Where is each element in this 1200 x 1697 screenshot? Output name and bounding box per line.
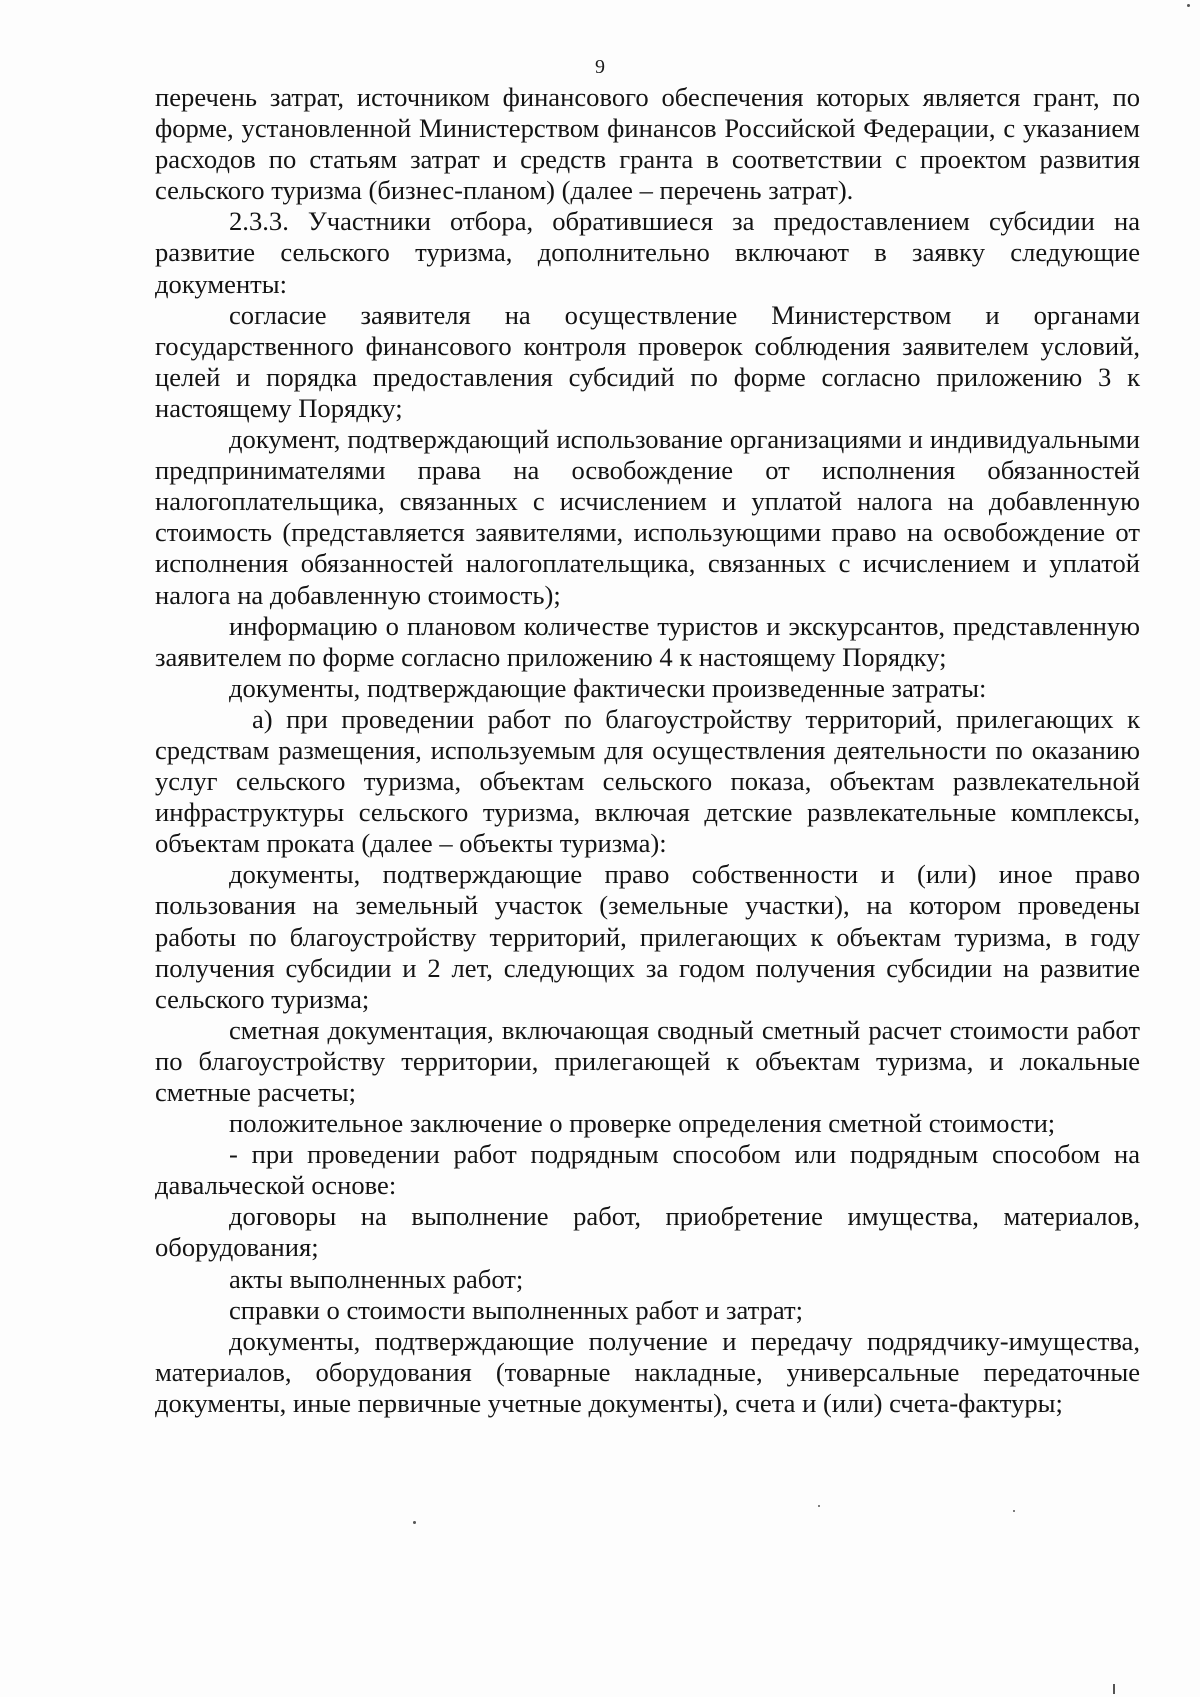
- scan-speck: [1113, 1684, 1115, 1694]
- paragraph-cost-list: перечень затрат, источником финансового обеспечения которых является грант, по форме, установленной Министерством финансов Российской Федерации, с указанием расходов по статьям затрат и средств гранта в соответствии с проектом развития сельского туризма (бизнес-планом) (далее – перечень затрат).: [155, 82, 1140, 206]
- scan-speck: [413, 1521, 416, 1524]
- paragraph-2-3-3: 2.3.3. Участники отбора, обратившиеся за предоставлением субсидии на развитие сельского туризма, дополнительно включают в заявку следующие документы:: [155, 206, 1140, 299]
- paragraph-positive-conclusion: положительное заключение о проверке определения сметной стоимости;: [229, 1108, 1056, 1139]
- paragraph-acts: акты выполненных работ;: [229, 1263, 524, 1294]
- paragraph-estimate-docs: сметная документация, включающая сводный сметный расчет стоимости работ по благоустройству территории, прилегающей к объектам туризма, и локальные сметные расчеты;: [155, 1014, 1140, 1107]
- paragraph-contract-method: - при проведении работ подрядным способом или подрядным способом на давальческой основе:: [155, 1139, 1140, 1201]
- paragraph-consent: согласие заявителя на осуществление Министерством и органами государственного финансового контроля проверок соблюдения заявителем условий, целей и порядка предоставления субсидий по форме согласно приложению 3 к настоящему Порядку;: [155, 299, 1140, 423]
- paragraph-transfer-docs: документы, подтверждающие получение и передачу подрядчику-имущества, материалов, оборудования (товарные накладные, универсальные передаточные документы, иные первичные учетные документы), счета и (или) счета-фактуры;: [155, 1325, 1140, 1418]
- paragraph-tourist-info: информацию о плановом количестве туристов и экскурсантов, представленную заявителем по форме согласно приложению 4 к настоящему Порядку;: [155, 610, 1140, 672]
- paragraph-vat-exemption: документ, подтверждающий использование организациями и индивидуальными предпринимателями права на освобождение от исполнения обязанностей налогоплательщика, связанных с исчислением и уплатой налога на добавленную стоимость (представляется заявителями, использующими право на освобождение от исполнения обязанностей налогоплательщика, связанных с исчислением и уплатой налога на добавленную стоимость);: [155, 424, 1140, 610]
- scan-speck: [1013, 1510, 1015, 1512]
- paragraph-cost-documents: документы, подтверждающие фактически произведенные затраты:: [229, 672, 987, 703]
- paragraph-contracts: договоры на выполнение работ, приобретение имущества, материалов, оборудования;: [155, 1201, 1140, 1263]
- paragraph-landscaping: а) при проведении работ по благоустройству территорий, прилегающих к средствам размещения, используемым для осуществления деятельности по оказанию услуг сельского туризма, объектам сельского показа, объектам развлекательной инфраструктуры сельского туризма, включая детские развлекательные комплексы, объектам проката (далее – объекты туризма):: [155, 703, 1140, 859]
- scan-speck: [1187, 4, 1190, 7]
- document-body: [155, 82, 1140, 1419]
- paragraph-cost-certificates: справки о стоимости выполненных работ и затрат;: [229, 1294, 804, 1325]
- paragraph-land-rights: документы, подтверждающие право собственности и (или) иное право пользования на земельный участок (земельные участки), на котором проведены работы по благоустройству территорий, прилегающих к объектам туризма, в году получения субсидии и 2 лет, следующих за годом получения субсидии на развитие сельского туризма;: [155, 859, 1140, 1014]
- page-number: 9: [595, 56, 605, 78]
- scan-speck: [818, 1505, 820, 1507]
